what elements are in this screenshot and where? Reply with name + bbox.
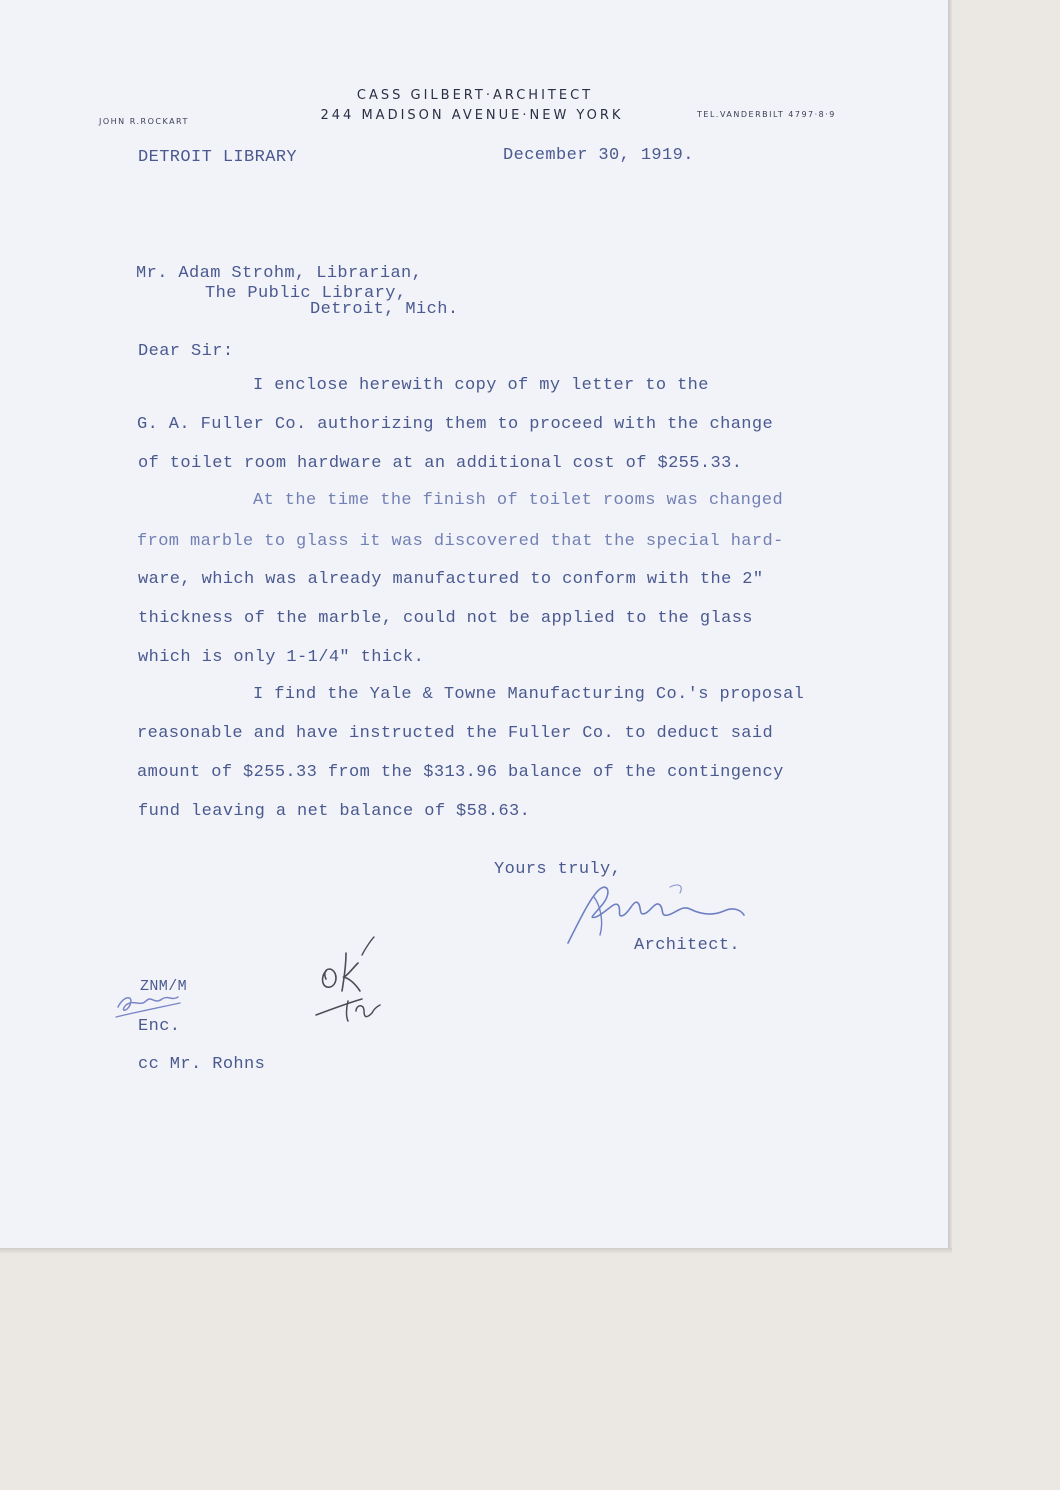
letterhead-address: 244 MADISON AVENUE·NEW YORK — [320, 108, 624, 123]
body-line: thickness of the marble, could not be applied to the glass — [138, 609, 753, 628]
letterhead-left-name: JOHN R.ROCKART — [99, 117, 189, 126]
body-line: ware, which was already manufactured to conform with the 2" — [138, 570, 764, 589]
enclosure-note: Enc. — [138, 1017, 181, 1036]
body-line: I enclose herewith copy of my letter to the — [253, 376, 709, 395]
body-line: fund leaving a net balance of $58.63. — [138, 802, 531, 821]
page-bottom-shadow — [0, 1248, 952, 1254]
signer-title: Architect. — [634, 936, 741, 955]
page-edge — [948, 0, 952, 1250]
body-line: amount of $255.33 from the $313.96 balance of the contingency — [137, 763, 784, 782]
carbon-copy-note: cc Mr. Rohns — [138, 1055, 266, 1074]
addressee-line-2: The Public Library, — [205, 284, 407, 303]
ok-handwritten-mark — [312, 935, 392, 1025]
subject-line: DETROIT LIBRARY — [138, 148, 298, 167]
letter-date: December 30, 1919. — [503, 146, 694, 165]
typist-initials: ZNM/M — [140, 978, 188, 995]
body-line: reasonable and have instructed the Fuller Co. to deduct said — [137, 724, 774, 743]
body-line: I find the Yale & Towne Manufacturing Co.'s proposal — [253, 685, 805, 704]
body-line: At the time the finish of toilet rooms was changed — [253, 491, 784, 510]
body-line: G. A. Fuller Co. authorizing them to proceed with the change — [137, 415, 774, 434]
letterhead-telephone: TEL.VANDERBILT 4797·8·9 — [697, 110, 836, 119]
letterhead-firm: CASS GILBERT·ARCHITECT — [356, 88, 594, 103]
body-line: from marble to glass it was discovered that the special hard- — [137, 532, 784, 551]
handwritten-initials — [112, 985, 192, 1021]
addressee-line-1: Mr. Adam Strohm, Librarian, — [136, 264, 423, 283]
body-line: of toilet room hardware at an additional cost of $255.33. — [138, 454, 743, 473]
salutation: Dear Sir: — [138, 342, 234, 361]
addressee-line-3: Detroit, Mich. — [310, 300, 459, 319]
valediction: Yours truly, — [494, 860, 622, 879]
body-line: which is only 1-1/4" thick. — [138, 648, 425, 667]
